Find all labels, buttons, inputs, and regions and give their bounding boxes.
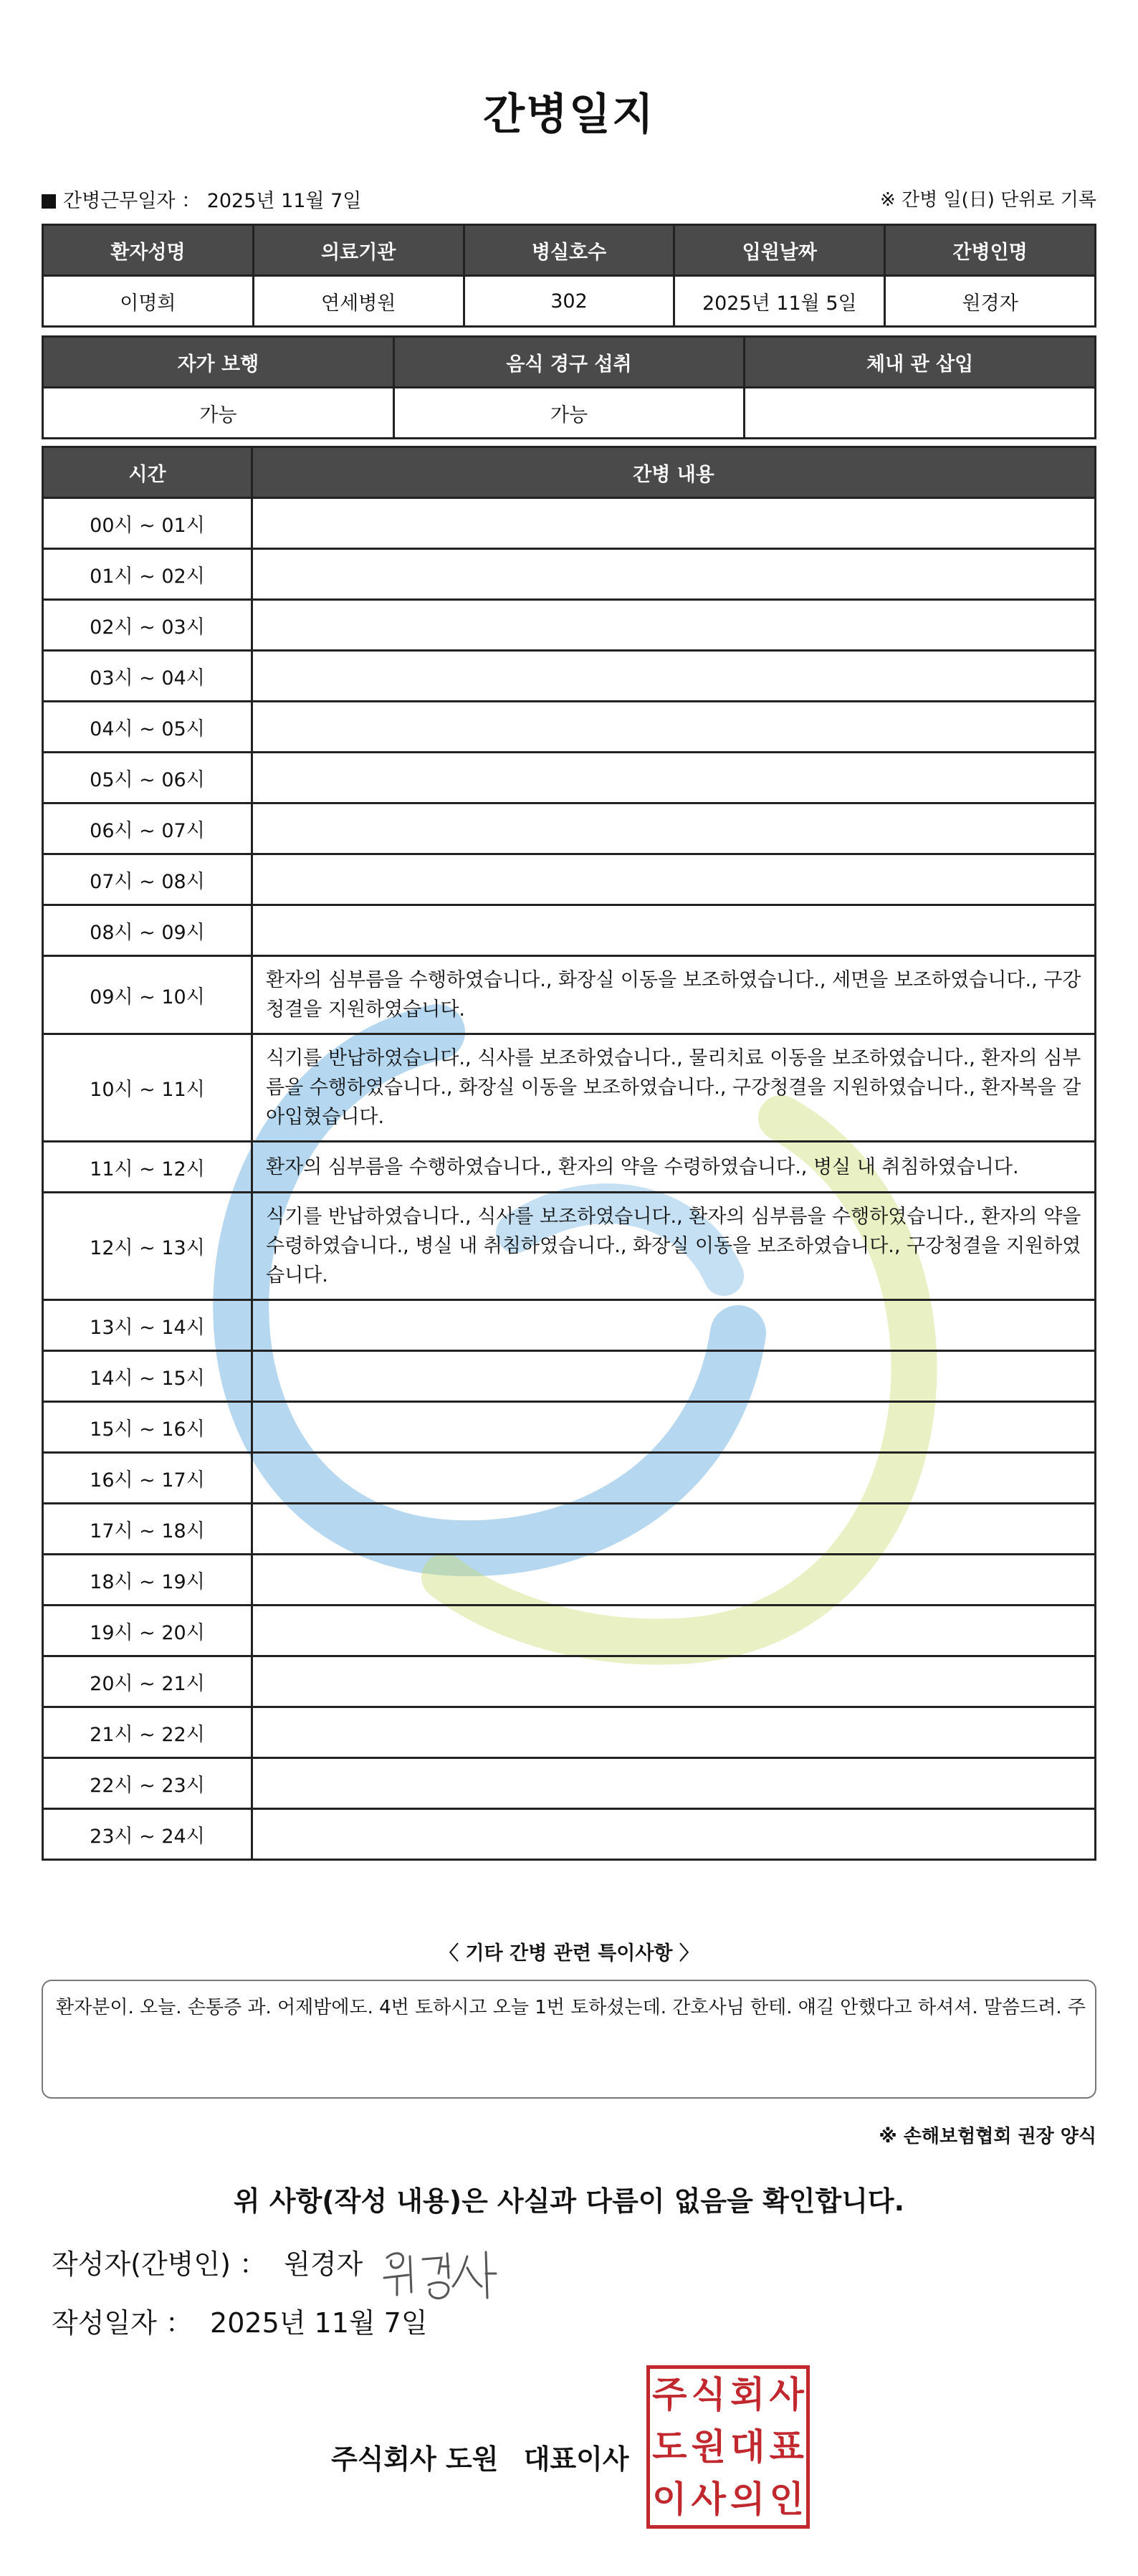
care-content <box>252 651 1096 702</box>
table-row <box>43 1707 1096 1758</box>
table-row <box>43 1351 1096 1402</box>
seal-character: 원 <box>691 2425 726 2468</box>
table-row <box>43 1758 1096 1809</box>
time-slot: 19시 ~ 20시 <box>43 1606 252 1656</box>
time-slot: 20시 ~ 21시 <box>43 1656 252 1707</box>
seal-character: 식 <box>691 2374 726 2416</box>
time-slot: 22시 ~ 23시 <box>43 1758 252 1809</box>
written-date-colon: ： <box>165 2307 193 2339</box>
table-row <box>43 549 1096 600</box>
table-row <box>43 905 1096 956</box>
writer-name: 원경자 <box>284 2248 363 2280</box>
patient-name-header: 환자성명 <box>43 225 254 276</box>
care-content <box>252 1453 1096 1504</box>
patient-name-value: 이명희 <box>43 276 254 327</box>
seal-character: 이 <box>652 2478 687 2520</box>
time-slot: 10시 ~ 11시 <box>43 1034 252 1142</box>
table-row <box>43 803 1096 854</box>
seal-character: 인 <box>769 2478 804 2520</box>
time-slot: 04시 ~ 05시 <box>43 702 252 753</box>
table-row <box>43 1193 1096 1300</box>
page-title: 간병일지 <box>483 90 655 140</box>
special-notes-text: 환자분이. 오늘. 손통증 과. 어제밤에도. 4번 토하시고 오늘 1번 토하셨는데. 간호사님 한테. 얘길 안했다고 하셔셔. 말씀드려. 주 <box>56 1997 1086 2018</box>
seal-character: 의 <box>730 2478 765 2520</box>
time-slot: 02시 ~ 03시 <box>43 600 252 651</box>
self-walking-value: 가능 <box>43 388 394 439</box>
time-slot: 05시 ~ 06시 <box>43 753 252 803</box>
care-content <box>252 905 1096 956</box>
care-content <box>252 498 1096 549</box>
written-date-value: 2025년 11월 7일 <box>210 2307 428 2339</box>
work-date-value: 2025년 11월 7일 <box>206 190 362 212</box>
daily-record-note: ※ 간병 일(日) 단위로 기록 <box>879 189 1096 211</box>
time-slot: 23시 ~ 24시 <box>43 1809 252 1860</box>
seal-character: 주 <box>652 2374 687 2416</box>
seal-character: 대 <box>730 2425 765 2468</box>
company-name: 주식회사 도원 <box>331 2443 499 2475</box>
seal-character: 사 <box>769 2374 804 2416</box>
oral-intake-header: 음식 경구 섭취 <box>393 337 745 388</box>
time-slot: 13시 ~ 14시 <box>43 1300 252 1351</box>
tube-insertion-header: 체내 관 삽입 <box>745 337 1096 388</box>
company-seal-stamp <box>646 2365 810 2529</box>
table-row <box>43 1453 1096 1504</box>
care-content <box>252 549 1096 600</box>
care-content-header: 간병 내용 <box>252 447 1096 498</box>
time-slot: 03시 ~ 04시 <box>43 651 252 702</box>
care-content <box>252 1606 1096 1656</box>
time-slot: 18시 ~ 19시 <box>43 1555 252 1606</box>
care-content <box>252 702 1096 753</box>
care-content <box>252 1351 1096 1402</box>
written-date-label: 작성일자 <box>52 2307 157 2339</box>
work-date-colon: ： <box>181 190 201 212</box>
care-content <box>252 600 1096 651</box>
room-number-value: 302 <box>464 276 674 327</box>
care-content <box>252 1402 1096 1453</box>
written-date-line <box>52 2301 428 2340</box>
special-notes-box <box>42 1980 1096 2099</box>
table-row <box>43 651 1096 702</box>
seal-character: 사 <box>691 2478 726 2520</box>
table-row <box>43 1034 1096 1142</box>
care-content <box>252 854 1096 905</box>
time-slot: 06시 ~ 07시 <box>43 803 252 854</box>
table-row <box>43 1402 1096 1453</box>
table-row <box>43 753 1096 803</box>
notes-title: 〈 기타 간병 관련 특이사항 〉 <box>439 1942 699 1965</box>
writer-colon: ： <box>239 2248 267 2280</box>
confirmation-statement: 위 사항(작성 내용)은 사실과 다름이 없음을 확인합니다. <box>233 2185 905 2217</box>
care-content <box>252 753 1096 803</box>
table-row <box>43 1142 1096 1193</box>
table-row <box>43 1504 1096 1555</box>
time-slot: 14시 ~ 15시 <box>43 1351 252 1402</box>
table-row <box>43 498 1096 549</box>
table-row <box>43 854 1096 905</box>
care-content <box>252 1300 1096 1351</box>
care-log-table <box>42 446 1096 1861</box>
tube-insertion-value <box>745 388 1096 439</box>
seal-character: 표 <box>769 2425 804 2468</box>
time-slot: 07시 ~ 08시 <box>43 854 252 905</box>
caregiver-name-value: 원경자 <box>885 276 1096 327</box>
time-slot: 17시 ~ 18시 <box>43 1504 252 1555</box>
hospital-header: 의료기관 <box>253 225 464 276</box>
care-content <box>252 803 1096 854</box>
time-slot: 11시 ~ 12시 <box>43 1142 252 1193</box>
hospital-value: 연세병원 <box>253 276 464 327</box>
writer-line <box>52 2242 363 2281</box>
recommended-form-note: ※ 손해보험협회 권장 양식 <box>879 2126 1096 2147</box>
care-content: 환자의 심부름을 수행하였습니다., 환자의 약을 수령하였습니다., 병실 내 취침하였습니다. <box>252 1142 1096 1193</box>
writer-label: 작성자(간병인) <box>52 2248 231 2280</box>
admission-date-header: 입원날짜 <box>674 225 885 276</box>
care-content <box>252 1555 1096 1606</box>
seal-character: 회 <box>730 2374 765 2416</box>
time-slot: 16시 ~ 17시 <box>43 1453 252 1504</box>
time-slot: 00시 ~ 01시 <box>43 498 252 549</box>
time-header: 시간 <box>43 447 252 498</box>
care-content <box>252 1809 1096 1860</box>
table-row <box>43 956 1096 1034</box>
company-signature-line <box>331 2437 629 2476</box>
table-row <box>43 1809 1096 1860</box>
company-ceo-title: 대표이사 <box>523 2443 629 2475</box>
table-row <box>43 1555 1096 1606</box>
patient-info-table <box>42 224 1096 328</box>
care-content: 식기를 반납하였습니다., 식사를 보조하였습니다., 환자의 심부름을 수행하였습니다., 환자의 약을 수령하였습니다., 병실 내 취침하였습니다., 화장실 이동을 보조하였습니다., 구강청결을 지원하였습니다. <box>252 1193 1096 1300</box>
room-number-header: 병실호수 <box>464 225 674 276</box>
table-row <box>43 1300 1096 1351</box>
handwritten-signature <box>378 2242 500 2307</box>
care-content <box>252 1504 1096 1555</box>
square-bullet-icon <box>42 194 56 209</box>
caregiver-name-header: 간병인명 <box>885 225 1096 276</box>
seal-character: 도 <box>652 2425 687 2468</box>
time-slot: 12시 ~ 13시 <box>43 1193 252 1300</box>
table-row <box>43 1606 1096 1656</box>
time-slot: 09시 ~ 10시 <box>43 956 252 1034</box>
time-slot: 15시 ~ 16시 <box>43 1402 252 1453</box>
admission-date-value: 2025년 11월 5일 <box>674 276 885 327</box>
patient-capabilities-table <box>42 335 1096 439</box>
time-slot: 08시 ~ 09시 <box>43 905 252 956</box>
time-slot: 21시 ~ 22시 <box>43 1707 252 1758</box>
table-row <box>43 702 1096 753</box>
care-content <box>252 1656 1096 1707</box>
work-date-line <box>42 185 361 213</box>
table-row <box>43 1656 1096 1707</box>
care-content: 환자의 심부름을 수행하였습니다., 화장실 이동을 보조하였습니다., 세면을 보조하였습니다., 구강청결을 지원하였습니다. <box>252 956 1096 1034</box>
self-walking-header: 자가 보행 <box>43 337 394 388</box>
care-content <box>252 1707 1096 1758</box>
work-date-label: 간병근무일자 <box>63 190 176 212</box>
care-content: 식기를 반납하였습니다., 식사를 보조하였습니다., 물리치료 이동을 보조하였습니다., 환자의 심부름을 수행하였습니다., 화장실 이동을 보조하였습니다., 구강청결을 지원하였습니다., 환자복을 갈아입혔습니다. <box>252 1034 1096 1142</box>
oral-intake-value: 가능 <box>393 388 745 439</box>
time-slot: 01시 ~ 02시 <box>43 549 252 600</box>
table-row <box>43 600 1096 651</box>
care-content <box>252 1758 1096 1809</box>
